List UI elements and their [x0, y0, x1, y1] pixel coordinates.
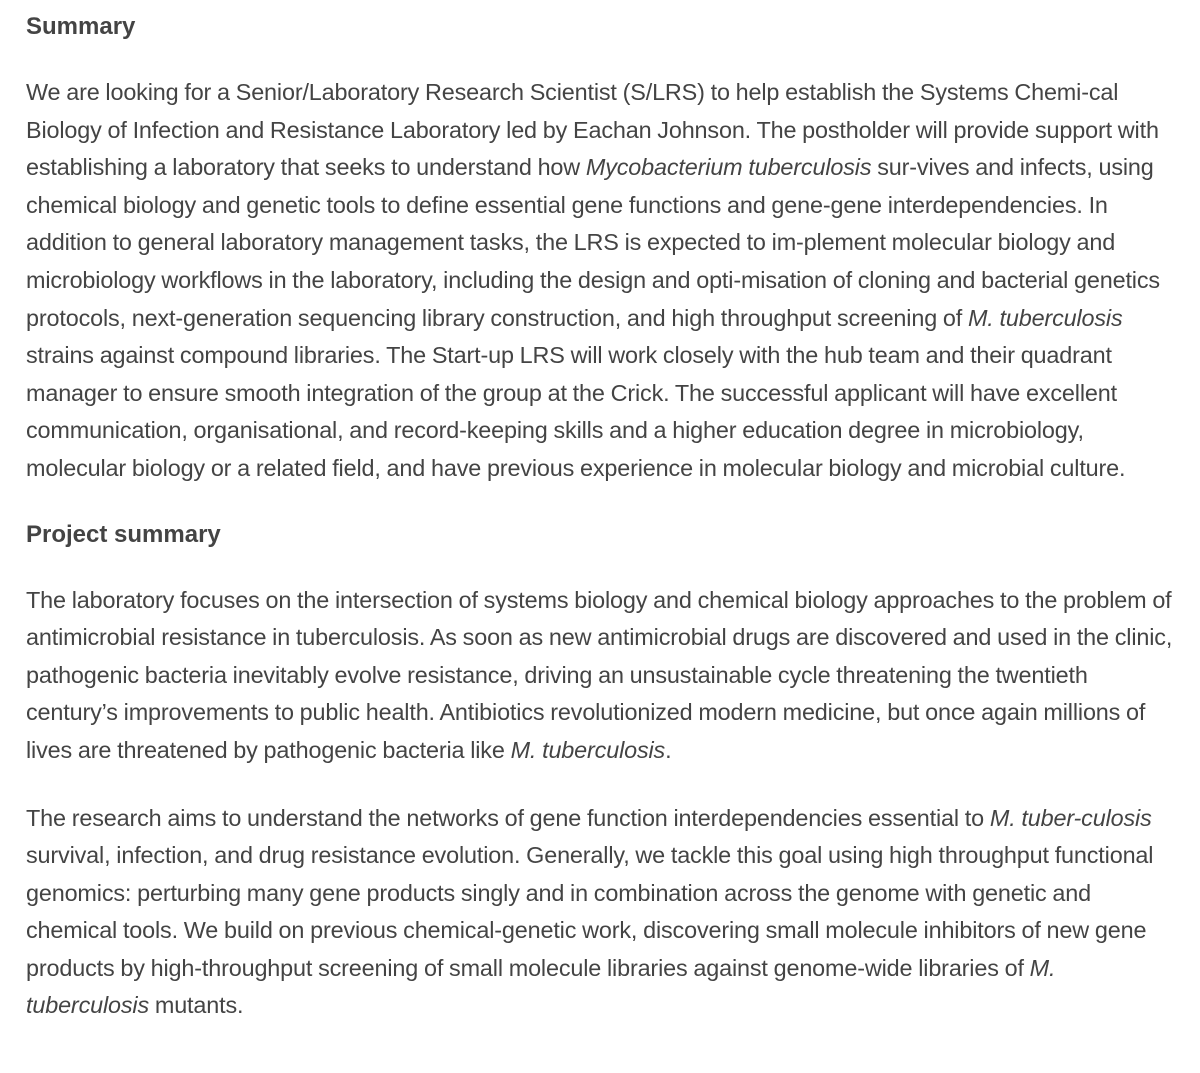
summary-species-name: Mycobacterium tuberculosis — [585, 154, 872, 181]
summary-paragraph — [26, 74, 1182, 488]
project-p2-text-b: survival, infection, and drug resistance evolution. Generally, we tackle this goal using high throughput functional genomics: perturbing many gene products singly and in combination across the genome with genetic and chemical tools. We build on previous chemical-genetic work, discovering small molecule inhibitors of new gene products by high-throughput screening of small molecule libraries against genome-wide libraries of — [26, 842, 1154, 981]
project-p2-species-1: M. tuber-culosis — [989, 804, 1152, 831]
summary-text-b: sur-vives and infects, using chemical biology and genetic tools to define essential gene functions and gene-gene interdependencies. In addition to general laboratory management tasks, the LRS is expected to im-plement molecular biology and microbiology workflows in the laboratory, including the design and opti-misation of cloning and bacterial genetics protocols, next-generation sequencing library construction, and high throughput screening of — [26, 154, 1160, 331]
project-p2-text-a: The research aims to understand the networks of gene function interdependencies essential to — [26, 804, 990, 831]
project-p1-text-a: The laboratory focuses on the intersection of systems biology and chemical biology approaches to the problem of antimicrobial resistance in tuberculosis. As soon as new antimicrobial drugs are discovered and used in the clinic, pathogenic bacteria inevitably evolve resistance, driving an unsustainable cycle threatening the twentieth century’s improvements to public health. Antibiotics revolutionized modern medicine, but once again millions of lives are threatened by pathogenic bacteria like — [26, 586, 1173, 763]
project-paragraph-2 — [26, 800, 1182, 1026]
project-p2-text-c: mutants. — [149, 992, 244, 1019]
project-p1-species: M. tuberculosis — [510, 736, 666, 763]
project-summary-heading: Project summary — [26, 520, 221, 548]
summary-text-a: We are looking for a Senior/Laboratory Research Scientist (S/LRS) to help establish the Systems Chemi-cal Biology of Infection and Resistance Laboratory led by Eachan Johnson. The postholder will provide support with establishing a laboratory that seeks to understand how — [26, 79, 1159, 181]
summary-heading: Summary — [26, 13, 136, 40]
summary-text-c: strains against compound libraries. The Start-up LRS will work closely with the hub team and their quadrant manager to ensure smooth integration of the group at the Crick. The successful applicant will have excellent communication, organisational, and record-keeping skills and a higher education degree in microbiology, molecular biology or a related field, and have previous experience in molecular biology and microbial culture. — [26, 342, 1126, 481]
project-p2-species-2: M. tuberculosis — [26, 954, 1056, 1019]
project-p1-text-b: . — [665, 736, 672, 763]
summary-species-abbrev: M. tuberculosis — [967, 304, 1123, 331]
project-paragraph-1 — [26, 582, 1182, 770]
